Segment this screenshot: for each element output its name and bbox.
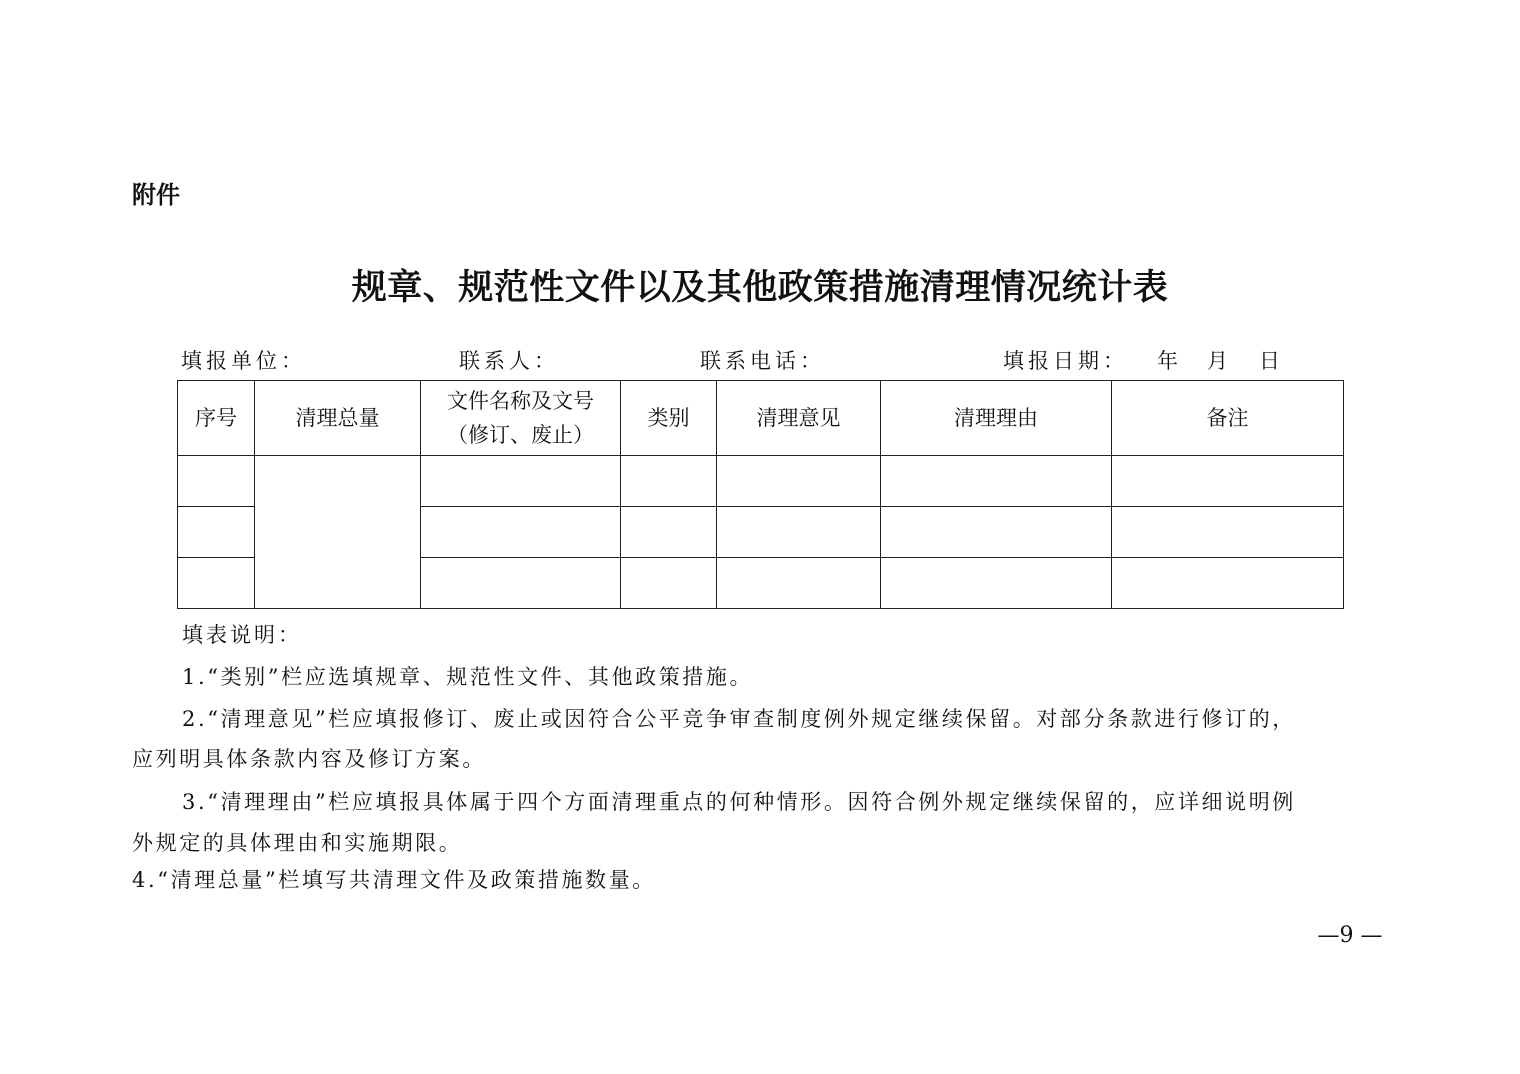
document-title: 规章、规范性文件以及其他政策措施清理情况统计表	[351, 267, 1169, 308]
cell-doc-name[interactable]	[421, 558, 621, 609]
attachment-label: 附件	[132, 181, 180, 209]
cell-doc-name[interactable]	[421, 456, 621, 507]
reporting-unit-label: 填报单位：	[181, 349, 306, 373]
cell-seq[interactable]	[178, 558, 255, 609]
cell-doc-name[interactable]	[421, 507, 621, 558]
date-year-label: 年	[1157, 349, 1178, 373]
cell-seq[interactable]	[178, 507, 255, 558]
contact-phone-label: 联系电话：	[700, 349, 825, 373]
header-doc-name-line1: 文件名称及文号	[447, 389, 594, 413]
cell-reason[interactable]	[881, 507, 1112, 558]
page-number: —9 —	[1317, 923, 1383, 948]
cell-seq[interactable]	[178, 456, 255, 507]
cell-remark[interactable]	[1112, 456, 1344, 507]
header-doc-name	[421, 381, 621, 456]
cleanup-statistics-table	[177, 380, 1344, 609]
cell-opinion[interactable]	[717, 507, 881, 558]
note-3-line-1: 3.“清理理由”栏应填报具体属于四个方面清理重点的何种情形。因符合例外规定继续保留的，应详细说明例	[182, 790, 1296, 814]
note-1: 1.“类别”栏应选填规章、规范性文件、其他政策措施。	[182, 665, 754, 689]
header-total: 清理总量	[255, 381, 421, 456]
cell-total[interactable]	[255, 456, 421, 609]
header-reason: 清理理由	[881, 381, 1112, 456]
note-2-line-2: 应列明具体条款内容及修订方案。	[132, 747, 486, 771]
table-row	[178, 456, 1344, 507]
cell-remark[interactable]	[1112, 558, 1344, 609]
cell-opinion[interactable]	[717, 558, 881, 609]
table-header-row	[178, 381, 1344, 456]
cell-category[interactable]	[621, 507, 717, 558]
cell-reason[interactable]	[881, 456, 1112, 507]
header-opinion: 清理意见	[717, 381, 881, 456]
report-date-label: 填报日期：	[1003, 349, 1128, 373]
header-seq: 序号	[178, 381, 255, 456]
notes-heading: 填表说明：	[182, 623, 302, 647]
header-doc-name-line2: （修订、废止）	[447, 423, 594, 447]
header-remark: 备注	[1112, 381, 1344, 456]
note-3-line-2: 外规定的具体理由和实施期限。	[132, 831, 463, 855]
note-2-line-1: 2.“清理意见”栏应填报修订、废止或因符合公平竞争审查制度例外规定继续保留。对部分条款进行修订的，	[182, 707, 1296, 731]
cell-remark[interactable]	[1112, 507, 1344, 558]
cell-opinion[interactable]	[717, 456, 881, 507]
contact-person-label: 联系人：	[459, 349, 559, 373]
cell-reason[interactable]	[881, 558, 1112, 609]
cell-category[interactable]	[621, 558, 717, 609]
date-month-label: 月	[1207, 349, 1228, 373]
date-day-label: 日	[1259, 349, 1280, 373]
cell-category[interactable]	[621, 456, 717, 507]
note-4: 4.“清理总量”栏填写共清理文件及政策措施数量。	[132, 868, 656, 892]
header-category: 类别	[621, 381, 717, 456]
